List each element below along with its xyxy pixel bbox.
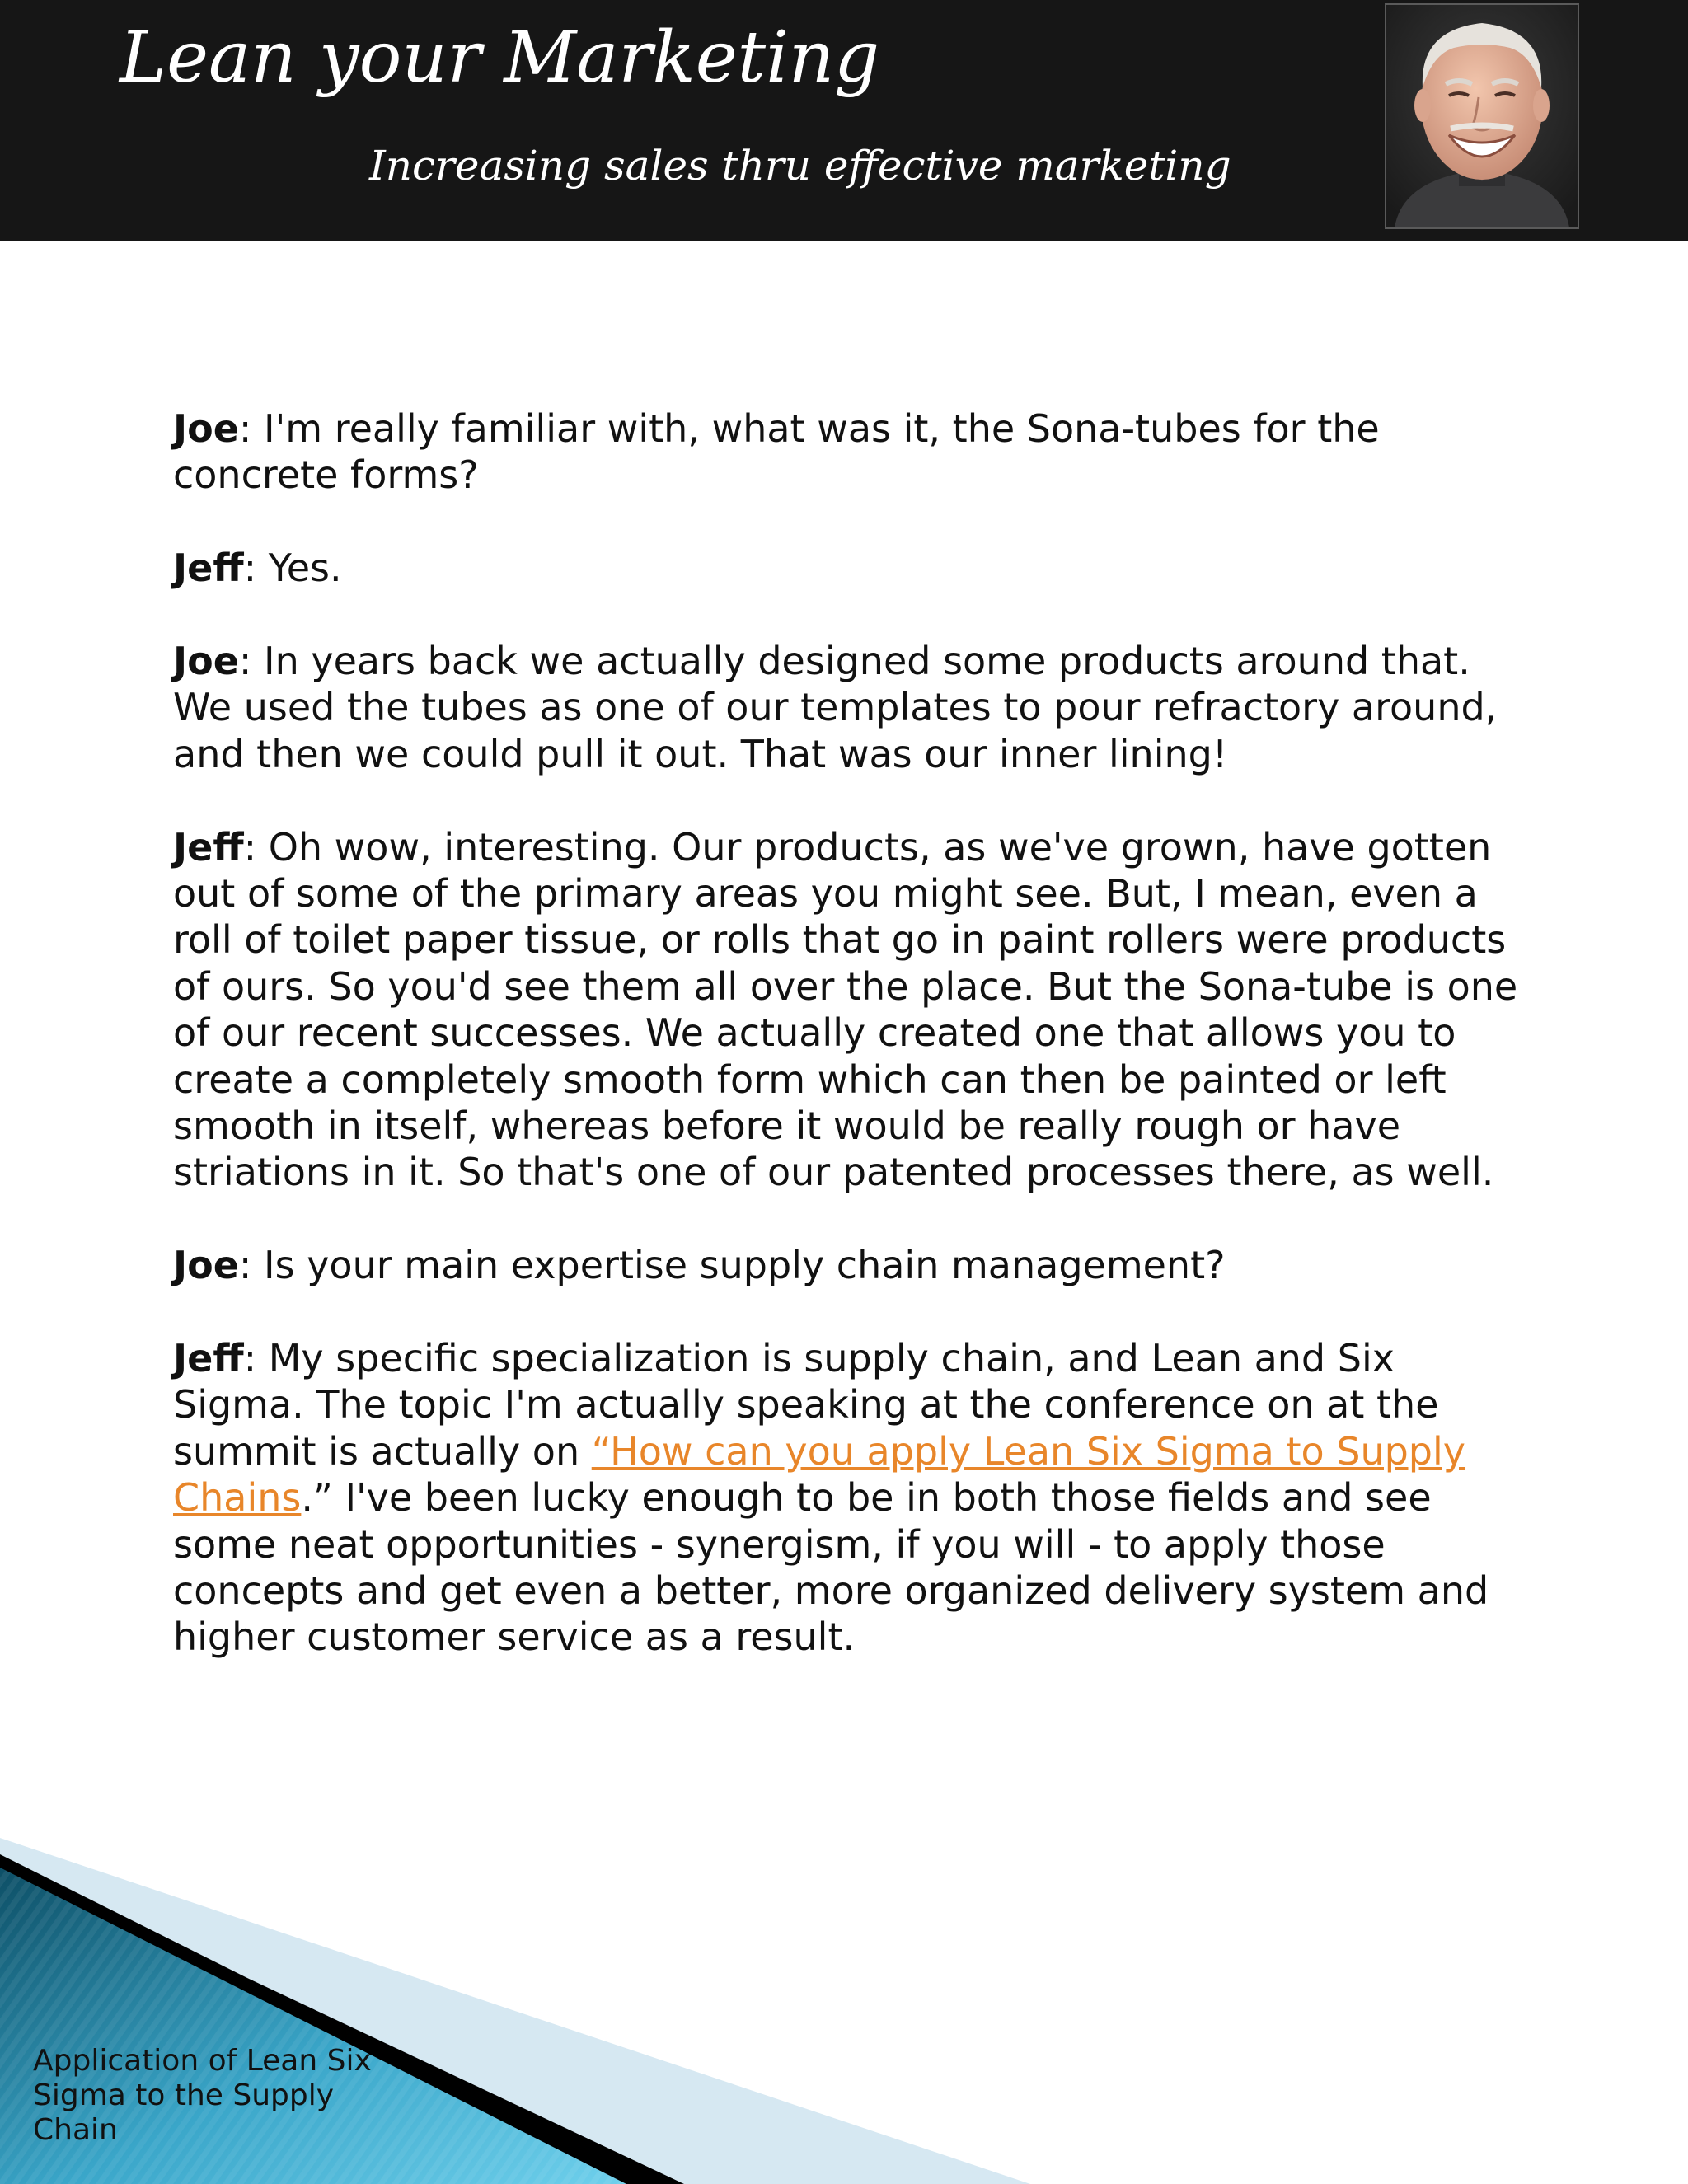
speaker-name: Joe (173, 1243, 239, 1288)
dialogue-entry (173, 1242, 1525, 1288)
dialogue-entry (173, 1335, 1525, 1661)
dialogue-text: Oh wow, interesting. Our products, as we've grown, have gotten out of some of the primary areas you might see. But, I mean, even a roll of toilet paper tissue, or rolls that go in paint rollers were products of ours. So you'd see them all over the place. But the Sona-tube is one of our recent successes. We actually created one that allows you to create a completely smooth form which can then be painted or left smooth in itself, whereas before it would be really rough or have striations in it. So that's one of our patented processes there, as well. (173, 824, 1518, 1195)
dialogue-text: Yes. (268, 546, 342, 591)
speaker-name: Jeff (173, 546, 244, 591)
dialogue-text: I'm really familiar with, what was it, the Sona-tubes for the concrete forms? (173, 406, 1380, 498)
speaker-separator: : (238, 639, 265, 683)
dialogue-text: Is your main expertise supply chain management? (264, 1243, 1226, 1288)
site-subtitle: Increasing sales thru effective marketing (369, 142, 1231, 190)
speaker-separator: : (238, 406, 265, 451)
speaker-separator: : (243, 546, 269, 591)
speaker-name: Jeff (173, 824, 244, 869)
speaker-name: Joe (173, 639, 239, 683)
dialogue-text: My specific specialization is supply chain, and Lean and Six Sigma. The topic I'm actually speaking at the conference on at the summit is actually on (173, 1336, 1439, 1474)
dialogue-entry (173, 824, 1525, 1196)
speaker-name: Jeff (173, 1336, 244, 1381)
footer-caption: Application of Lean Six Sigma to the Supply Chain (33, 2044, 372, 2147)
header-banner (0, 0, 1688, 241)
interview-transcript (173, 405, 1525, 1707)
dialogue-entry (173, 638, 1525, 777)
speaker-separator: : (243, 1336, 269, 1381)
portrait-photo (1385, 3, 1579, 229)
speaker-name: Joe (173, 406, 239, 451)
speaker-separator: : (238, 1243, 265, 1288)
dialogue-entry (173, 545, 1525, 591)
dialogue-text: .” I've been lucky enough to be in both those fields and see some neat opportunities - synergism, if you will - to apply those concepts and get even a better, more organized delivery system and higher customer service as a result. (173, 1475, 1489, 1660)
speaker-separator: : (243, 824, 269, 869)
site-title: Lean your Marketing (120, 16, 880, 99)
dialogue-text: In years back we actually designed some products around that. We used the tubes as one of our templates to pour refractory around, and then we could pull it out. That was our inner lining! (173, 639, 1498, 776)
supply-chain-talk-link[interactable]: “How can you apply Lean Six Sigma to Supply Chains (173, 1428, 1466, 1521)
dialogue-entry (173, 405, 1525, 499)
